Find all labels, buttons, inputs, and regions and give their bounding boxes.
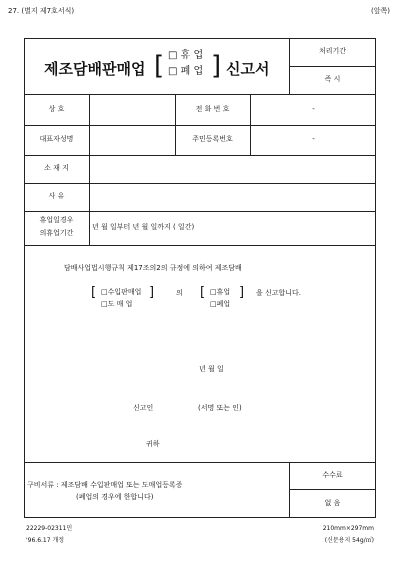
closure-period-field[interactable]: 년 월 일부터 년 월 일까지 ( 일간): [92, 223, 195, 231]
option-import-sales[interactable]: □수입판매업: [101, 288, 142, 296]
form-code: 22229-02311민: [26, 525, 73, 532]
fee-value: 없 음: [324, 499, 341, 507]
status-right-bracket: ]: [239, 285, 245, 300]
page-side-label: (앞쪽): [371, 7, 390, 15]
option-close[interactable]: □폐업: [210, 300, 231, 308]
required-documents: 구비서류 : 제조담배 수입판매업 또는 도매업등록증: [27, 481, 183, 489]
declaration-intro: 담배사업법시행규칙 제17조의2의 규정에 의하여 제조담배: [64, 264, 242, 272]
address-field[interactable]: [90, 156, 375, 182]
addressee-label: 귀하: [146, 440, 160, 448]
phone-field[interactable]: -: [312, 105, 315, 113]
option-suspend[interactable]: □휴업: [210, 288, 231, 296]
representative-label: 대표자성명: [39, 135, 74, 143]
title-option-close[interactable]: □ 폐 업: [168, 66, 204, 77]
revision-date: '96.6.17 개정: [26, 537, 65, 544]
reason-field[interactable]: [90, 184, 375, 210]
form-title-suffix: 신고서: [226, 60, 270, 78]
address-label: 소 재 지: [44, 164, 69, 172]
option-wholesale[interactable]: □도 매 업: [101, 300, 133, 308]
business-type-right-bracket: ]: [149, 285, 155, 300]
trade-name-field[interactable]: [90, 95, 174, 124]
trade-name-label: 상 호: [48, 105, 65, 113]
paper-type: (신문용지 54g/㎡): [324, 537, 374, 544]
status-left-bracket: [: [200, 285, 206, 300]
reason-label: 사 유: [48, 192, 65, 200]
resident-number-label: 주민등록번호: [192, 135, 233, 143]
title-left-bracket: [: [154, 51, 165, 81]
closure-period-label-line2: 의휴업기간: [39, 229, 74, 237]
resident-number-field[interactable]: -: [312, 135, 315, 143]
fee-label: 수수료: [322, 471, 343, 479]
declaration-ending: 을 신고합니다.: [256, 289, 302, 297]
phone-label: 전 화 번 호: [195, 105, 230, 113]
representative-field[interactable]: [90, 126, 174, 154]
processing-period-label: 처리기간: [318, 47, 347, 55]
closure-period-label-line1: 휴업일경우: [39, 216, 74, 224]
title-right-bracket: ]: [211, 51, 222, 81]
declaration-particle: 의: [176, 289, 183, 297]
business-type-left-bracket: [: [91, 285, 97, 300]
required-documents-note: (폐업의 경우에 한합니다): [76, 493, 154, 501]
applicant-signature[interactable]: (서명 또는 인): [198, 404, 242, 412]
paper-size: 210mm×297mm: [322, 525, 374, 532]
declaration-date[interactable]: 년 월 일: [199, 365, 224, 373]
processing-period-value: 즉 시: [324, 75, 341, 83]
form-number: 27. (별지 제7호서식): [8, 7, 75, 15]
title-option-suspend[interactable]: □ 휴 업: [168, 50, 204, 61]
form-title-prefix: 제조담배판매업: [44, 60, 146, 78]
applicant-label: 신고인: [133, 404, 154, 412]
